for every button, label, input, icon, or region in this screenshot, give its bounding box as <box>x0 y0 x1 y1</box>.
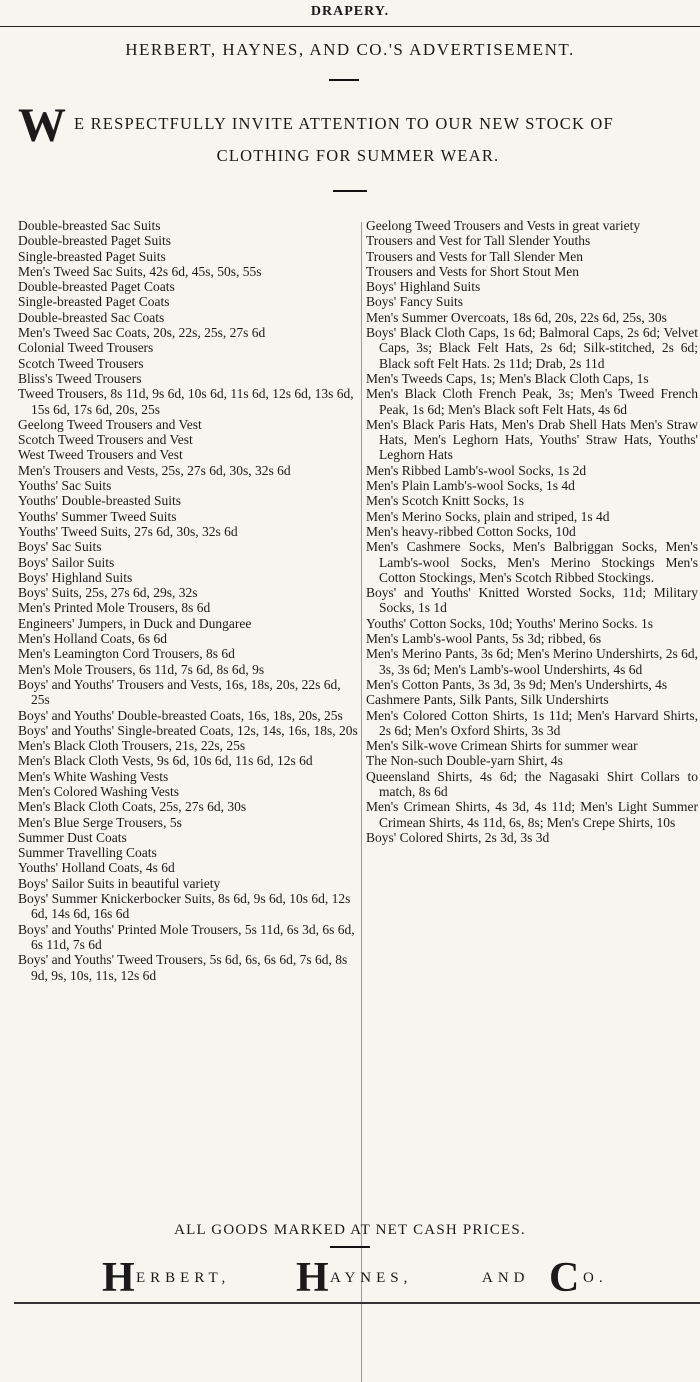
list-item: Youths' Sac Suits <box>18 478 112 494</box>
list-item: Boys' Highland Suits <box>366 279 481 295</box>
signature-initial-c: C <box>549 1255 580 1301</box>
list-item: Men's Cashmere Socks, Men's Balbriggan Socks, Men's Lamb's-wool Socks, Men's Merino Stockings Men's Cotton Stockings, Men's Scotch Ribbed Stockings. <box>366 539 698 585</box>
list-item: Men's Merino Pants, 3s 6d; Men's Merino Undershirts, 2s 6d, 3s, 3s 6d; Men's Lamb's-wool Undershirts, 4s 6d <box>366 646 698 677</box>
list-item: Boys' Sailor Suits in beautiful variety <box>18 875 221 891</box>
title-rule <box>329 79 359 81</box>
list-item: Men's Cotton Pants, 3s 3d, 3s 9d; Men's Undershirts, 4s <box>366 676 668 692</box>
list-item: Colonial Tweed Trousers <box>18 340 154 356</box>
signature-word-herbert: ERBERT, <box>136 1270 231 1286</box>
list-item: Bliss's Tweed Trousers <box>18 370 142 386</box>
list-item: Men's Trousers and Vests, 25s, 27s 6d, 30s, 32s 6d <box>18 462 291 478</box>
list-item: Men's Merino Socks, plain and striped, 1s 4d <box>366 508 610 524</box>
list-item: Boys' and Youths' Trousers and Vests, 16s, 18s, 20s, 22s 6d, 25s <box>18 676 341 708</box>
list-item: Boys' Black Cloth Caps, 1s 6d; Balmoral Caps, 2s 6d; Velvet Caps, 3s; Black Felt Hats, 2s 6d; Silk-stitched, 2s 6d; Black soft Felt Hats. 2s 11d; Drab, 2s 11d <box>366 325 698 371</box>
signature-word-haynes: AYNES, <box>330 1270 413 1286</box>
list-item: Men's Blue Serge Trousers, 5s <box>18 814 182 830</box>
signature <box>0 1255 700 1301</box>
list-item: Boys' Sac Suits <box>18 539 102 555</box>
list-item: Boys' and Youths' Knitted Worsted Socks, 11d; Military Socks, 1s 1d <box>366 585 698 616</box>
list-item: Boys' Fancy Suits <box>366 294 463 310</box>
right-column <box>366 218 698 845</box>
list-item: Men's Colored Cotton Shirts, 1s 11d; Men's Harvard Shirts, 2s 6d; Men's Oxford Shirts, 3s 3d <box>366 707 698 738</box>
list-item: Men's Black Cloth French Peak, 3s; Men's Tweed French Peak, 1s 6d; Men's Black soft Felt Hats, 4s 6d <box>366 386 698 417</box>
list-item: Double-breasted Sac Coats <box>18 309 165 325</box>
list-item: Men's Leamington Cord Trousers, 8s 6d <box>18 646 235 662</box>
list-item: Youths' Summer Tweed Suits <box>18 508 177 524</box>
signature-word-co: O. <box>583 1270 608 1286</box>
list-item: Geelong Tweed Trousers and Vest <box>18 416 202 432</box>
list-item: West Tweed Trousers and Vest <box>18 447 183 463</box>
list-item: Youths' Holland Coats, 4s 6d <box>18 860 175 876</box>
list-item: Boys' and Youths' Printed Mole Trousers, 5s 11d, 6s 3d, 6s 6d, 6s 11d, 7s 6d <box>18 921 355 952</box>
list-item: Geelong Tweed Trousers and Vests in great variety <box>366 218 641 233</box>
column-divider <box>361 222 362 1382</box>
list-item: Men's Holland Coats, 6s 6d <box>18 631 168 647</box>
list-item: Trousers and Vests for Short Stout Men <box>366 263 580 279</box>
list-item: Single-breasted Paget Coats <box>18 294 170 310</box>
list-item: Summer Dust Coats <box>18 829 127 845</box>
list-item: The Non-such Double-yarn Shirt, 4s <box>366 753 563 769</box>
list-item: Men's Plain Lamb's-wool Socks, 1s 4d <box>366 478 575 494</box>
header-rule <box>0 26 700 27</box>
list-item: Men's Black Paris Hats, Men's Drab Shell Hats Men's Straw Hats, Men's Leghorn Hats, Youths' Straw Hats, Youths' Leghorn Hats <box>366 416 698 463</box>
list-item: Men's Black Cloth Coats, 25s, 27s 6d, 30s <box>18 799 247 815</box>
intro-line-1: E RESPECTFULLY INVITE ATTENTION TO OUR NEW STOCK OF <box>74 114 614 133</box>
list-item: Double-breasted Paget Suits <box>18 233 171 249</box>
list-item: Boys' Colored Shirts, 2s 3d, 3s 3d <box>366 829 550 845</box>
drop-cap: W <box>18 99 66 152</box>
list-item: Single-breasted Paget Suits <box>18 248 166 264</box>
list-item: Queensland Shirts, 4s 6d; the Nagasaki Shirt Collars to match, 8s 6d <box>366 768 698 799</box>
list-item: Boys' Highland Suits <box>18 569 133 585</box>
bottom-rule <box>14 1302 700 1304</box>
section-heading: DRAPERY. <box>310 4 390 19</box>
list-item: Men's Colored Washing Vests <box>18 783 179 799</box>
list-item: Double-breasted Sac Suits <box>18 218 161 233</box>
list-item: Engineers' Jumpers, in Duck and Dungaree <box>18 615 252 631</box>
list-item: Men's heavy-ribbed Cotton Socks, 10d <box>366 523 576 539</box>
list-item: Men's Silk-wove Crimean Shirts for summer wear <box>366 738 638 754</box>
list-item: Youths' Cotton Socks, 10d; Youths' Merino Socks. 1s <box>366 615 654 631</box>
list-item: Men's Tweeds Caps, 1s; Men's Black Cloth Caps, 1s <box>366 370 649 386</box>
list-item: Men's Tweed Sac Suits, 42s 6d, 45s, 50s, 55s <box>18 263 262 279</box>
list-item: Boys' and Youths' Double-breasted Coats, 16s, 18s, 20s, 25s <box>18 707 343 723</box>
list-item: Summer Travelling Coats <box>18 845 157 861</box>
list-item: Youths' Double-breasted Suits <box>18 493 182 509</box>
list-item: Men's Ribbed Lamb's-wool Socks, 1s 2d <box>366 462 587 478</box>
ad-title: HERBERT, HAYNES, AND CO.'S ADVERTISEMENT. <box>125 40 575 59</box>
list-item: Boys' Suits, 25s, 27s 6d, 29s, 32s <box>18 585 198 601</box>
footer-line: ALL GOODS MARKED AT NET CASH PRICES. <box>174 1222 526 1238</box>
footer-rule <box>330 1246 370 1248</box>
list-item: Cashmere Pants, Silk Pants, Silk Undershirts <box>366 692 609 708</box>
list-item: Boys' and Youths' Single-breated Coats, 12s, 14s, 16s, 18s, 20s <box>18 722 358 738</box>
list-item: Trousers and Vest for Tall Slender Youths <box>366 233 591 249</box>
list-item: Boys' and Youths' Tweed Trousers, 5s 6d, 6s, 6s 6d, 7s 6d, 8s 9d, 9s, 10s, 11s, 12s 6d <box>18 952 348 983</box>
list-item: Men's Scotch Knitt Socks, 1s <box>366 493 525 509</box>
list-item: Men's Summer Overcoats, 18s 6d, 20s, 22s 6d, 25s, 30s <box>366 309 667 325</box>
list-item: Scotch Tweed Trousers <box>18 355 144 371</box>
list-item: Men's White Washing Vests <box>18 768 169 784</box>
list-item: Tweed Trousers, 8s 11d, 9s 6d, 10s 6d, 11s 6d, 12s 6d, 13s 6d, 15s 6d, 17s 6d, 20s, 25s <box>18 386 354 417</box>
signature-word-and: AND <box>482 1270 530 1286</box>
list-item: Men's Black Cloth Vests, 9s 6d, 10s 6d, 11s 6d, 12s 6d <box>18 753 313 769</box>
intro-rule <box>333 190 367 192</box>
list-item: Men's Lamb's-wool Pants, 5s 3d; ribbed, 6s <box>366 631 602 647</box>
intro-line-2: CLOTHING FOR SUMMER WEAR. <box>216 146 500 165</box>
list-item: Men's Mole Trousers, 6s 11d, 7s 6d, 8s 6d, 9s <box>18 661 265 677</box>
signature-initial-h1: H <box>102 1255 135 1301</box>
list-item: Boys' Summer Knickerbocker Suits, 8s 6d, 9s 6d, 10s 6d, 12s 6d, 14s 6d, 16s 6d <box>18 891 351 922</box>
list-item: Youths' Tweed Suits, 27s 6d, 30s, 32s 6d <box>18 523 238 539</box>
list-item: Double-breasted Paget Coats <box>18 279 175 295</box>
list-item: Men's Tweed Sac Coats, 20s, 22s, 25s, 27s 6d <box>18 325 266 341</box>
list-item: Scotch Tweed Trousers and Vest <box>18 432 193 448</box>
signature-initial-h2: H <box>296 1255 329 1301</box>
list-item: Men's Printed Mole Trousers, 8s 6d <box>18 600 211 616</box>
list-item: Men's Crimean Shirts, 4s 3d, 4s 11d; Men's Light Summer Crimean Shirts, 4s 11d, 6s, 8s; Men's Crepe Shirts, 10s <box>366 799 698 830</box>
list-item: Boys' Sailor Suits <box>18 554 115 570</box>
left-column <box>18 218 362 983</box>
list-item: Men's Black Cloth Trousers, 21s, 22s, 25s <box>18 738 246 754</box>
list-item: Trousers and Vests for Tall Slender Men <box>366 248 584 264</box>
